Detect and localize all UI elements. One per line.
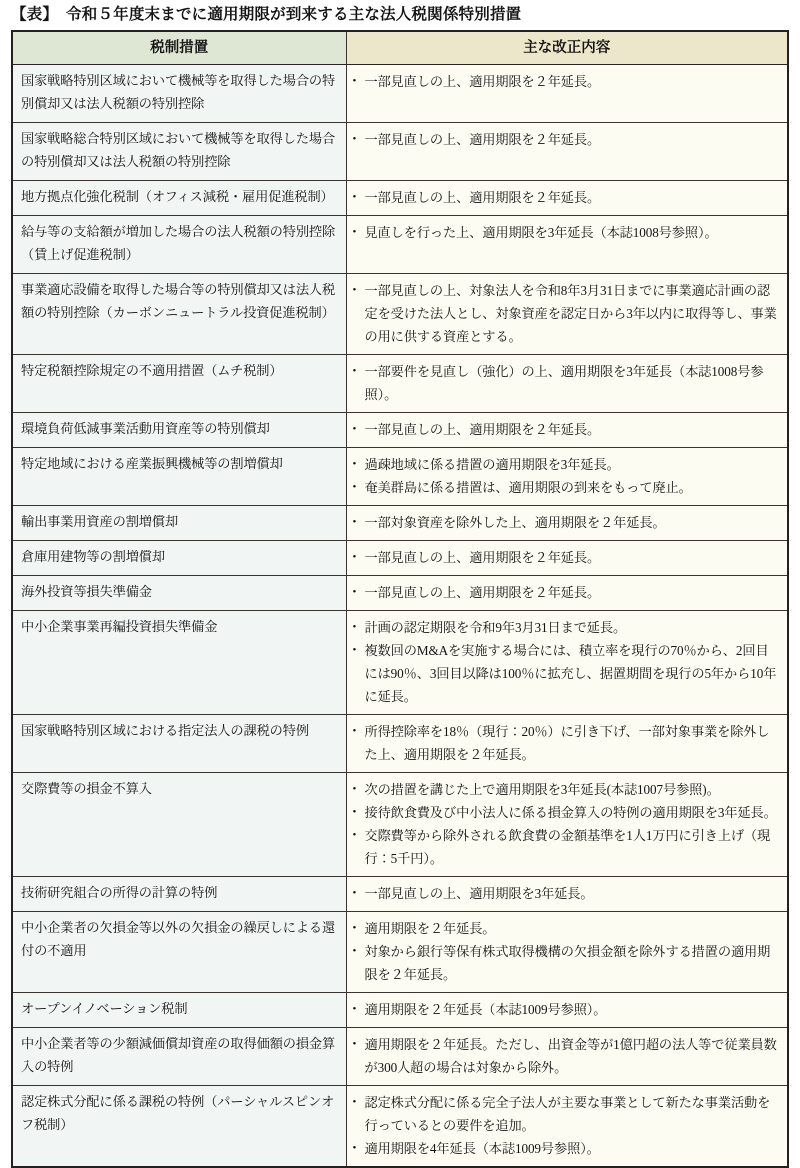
revision-bullet-list [353,511,780,534]
revision-bullet: • 一部見直しの上、対象法人を令和8年3月31日までに事業適応計画の認定を受けた法人とし、対象資産を認定日から3年以内に取得等し、事業の用に供する資産とする。 [353,279,780,348]
content-cell [346,181,788,216]
column-header-content: 主な改正内容 [346,31,788,65]
measure-cell: 技術研究組合の所得の計算の特例 [12,877,346,912]
table-header [12,31,788,65]
measure-cell: オープンイノベーション税制 [12,993,346,1028]
revision-bullet-list [353,546,780,569]
revision-bullet: • 対象から銀行等保有株式取得機構の欠損金額を除外する措置の適用期限を２年延長。 [353,940,780,986]
revision-bullet: • 一部要件を見直し（強化）の上、適用期限を3年延長（本誌1008号参照）。 [353,360,780,406]
measure-cell: 中小企業事業再編投資損失準備金 [12,611,346,715]
content-cell [346,274,788,355]
measure-cell: 特定地域における産業振興機械等の割増償却 [12,448,346,506]
measure-cell: 国家戦略総合特別区域において機械等を取得した場合の特別償却又は法人税額の特別控除 [12,123,346,181]
revision-bullet: • 一部見直しの上、適用期限を２年延長。 [353,70,780,93]
table-row [12,448,788,506]
revision-bullet: • 適用期限を２年延長。 [353,917,780,940]
content-cell [346,993,788,1028]
content-cell [346,355,788,413]
table-row [12,506,788,541]
content-cell [346,65,788,123]
revision-bullet: • 適用期限を２年延長（本誌1009号参照）。 [353,998,780,1021]
tax-measures-table [11,30,789,1168]
measure-cell: 地方拠点化強化税制（オフィス減税・雇用促進税制） [12,181,346,216]
revision-bullet: • 交際費等から除外される飲食費の金額基準を1人1万円に引き上げ（現行：5千円）。 [353,824,780,870]
revision-bullet: • 計画の認定期限を令和9年3月31日まで延長。 [353,616,780,639]
revision-bullet-list [353,778,780,870]
revision-bullet: • 奄美群島に係る措置は、適用期限の到来をもって廃止。 [353,476,780,499]
revision-bullet-list [353,128,780,151]
revision-bullet: • 一部見直しの上、適用期限を２年延長。 [353,546,780,569]
content-cell [346,611,788,715]
revision-bullet-list [353,453,780,499]
table-row [12,576,788,611]
content-cell [346,541,788,576]
revision-bullet: • 認定株式分配に係る完全子法人が主要な事業として新たな事業活動を行っているとの要件を追加。 [353,1091,780,1137]
revision-bullet: • 一部見直しの上、適用期限を２年延長。 [353,128,780,151]
content-cell [346,877,788,912]
measure-cell: 認定株式分配に係る課税の特例（パーシャルスピンオフ税制） [12,1086,346,1168]
content-cell [346,216,788,274]
table-row [12,65,788,123]
table-row [12,216,788,274]
measure-cell: 国家戦略特別区域において機械等を取得した場合の特別償却又は法人税額の特別控除 [12,65,346,123]
table-row [12,611,788,715]
page-title: 【表】 令和５年度末までに適用期限が到来する主な法人税関係特別措置 [11,5,522,23]
measure-cell: 特定税額控除規定の不適用措置（ムチ税制） [12,355,346,413]
revision-bullet-list [353,360,780,406]
table-header-row [12,31,788,65]
measure-cell: 中小企業者等の少額減価償却資産の取得価額の損金算入の特例 [12,1028,346,1086]
revision-bullet-list [353,720,780,766]
table-row [12,541,788,576]
revision-bullet: • 一部見直しの上、適用期限を3年延長。 [353,882,780,905]
content-cell [346,912,788,993]
revision-bullet-list [353,1033,780,1079]
table-row [12,181,788,216]
revision-bullet: • 接待飲食費及び中小法人に係る損金算入の特例の適用期限を3年延長。 [353,801,780,824]
revision-bullet: • 一部見直しの上、適用期限を２年延長。 [353,186,780,209]
content-cell [346,1086,788,1168]
revision-bullet: • 過疎地域に係る措置の適用期限を3年延長。 [353,453,780,476]
content-cell [346,506,788,541]
content-cell [346,1028,788,1086]
table-row [12,1028,788,1086]
measure-cell: 倉庫用建物等の割増償却 [12,541,346,576]
content-cell [346,576,788,611]
content-cell [346,715,788,773]
revision-bullet-list [353,221,780,244]
table-row [12,715,788,773]
table-row [12,1086,788,1168]
table-row [12,877,788,912]
content-cell [346,123,788,181]
table-row [12,773,788,877]
table-row [12,123,788,181]
revision-bullet-list [353,279,780,348]
revision-bullet-list [353,882,780,905]
revision-bullet: • 見直しを行った上、適用期限を3年延長（本誌1008号参照）。 [353,221,780,244]
revision-bullet: • 次の措置を講じた上で適用期限を3年延長(本誌1007号参照)。 [353,778,780,801]
measure-cell: 輸出事業用資産の割増償却 [12,506,346,541]
revision-bullet: • 適用期限を２年延長。ただし、出資金等が1億円超の法人等で従業員数が300人超の場合は対象から除外。 [353,1033,780,1079]
revision-bullet: • 適用期限を4年延長（本誌1009号参照）。 [353,1137,780,1160]
revision-bullet: • 一部見直しの上、適用期限を２年延長。 [353,418,780,441]
table-row [12,355,788,413]
content-cell [346,413,788,448]
table-row [12,912,788,993]
revision-bullet-list [353,998,780,1021]
measure-cell: 交際費等の損金不算入 [12,773,346,877]
content-cell [346,448,788,506]
measure-cell: 給与等の支給額が増加した場合の法人税額の特別控除（賃上げ促進税制） [12,216,346,274]
measure-cell: 国家戦略特別区域における指定法人の課税の特例 [12,715,346,773]
measure-cell: 事業適応設備を取得した場合等の特別償却又は法人税額の特別控除（カーボンニュートラル投資促進税制） [12,274,346,355]
table-row [12,274,788,355]
revision-bullet: • 一部対象資産を除外した上、適用期限を２年延長。 [353,511,780,534]
table-row [12,993,788,1028]
measure-cell: 環境負荷低減事業活動用資産等の特別償却 [12,413,346,448]
measure-cell: 中小企業者の欠損金等以外の欠損金の繰戻しによる還付の不適用 [12,912,346,993]
revision-bullet: • 所得控除率を18％（現行：20％）に引き下げ、一部対象事業を除外した上、適用期限を２年延長。 [353,720,780,766]
revision-bullet-list [353,581,780,604]
revision-bullet-list [353,418,780,441]
revision-bullet: • 一部見直しの上、適用期限を２年延長。 [353,581,780,604]
revision-bullet: • 複数回のM&Aを実施する場合には、積立率を現行の70％から、2回目には90％、3回目以降は100％に拡充し、据置期間を現行の5年から10年に延長。 [353,639,780,708]
table-body [12,65,788,1168]
revision-bullet-list [353,917,780,986]
measure-cell: 海外投資等損失準備金 [12,576,346,611]
revision-bullet-list [353,1091,780,1160]
content-cell [346,773,788,877]
revision-bullet-list [353,616,780,708]
table-row [12,413,788,448]
revision-bullet-list [353,186,780,209]
revision-bullet-list [353,70,780,93]
column-header-measure: 税制措置 [12,31,346,65]
